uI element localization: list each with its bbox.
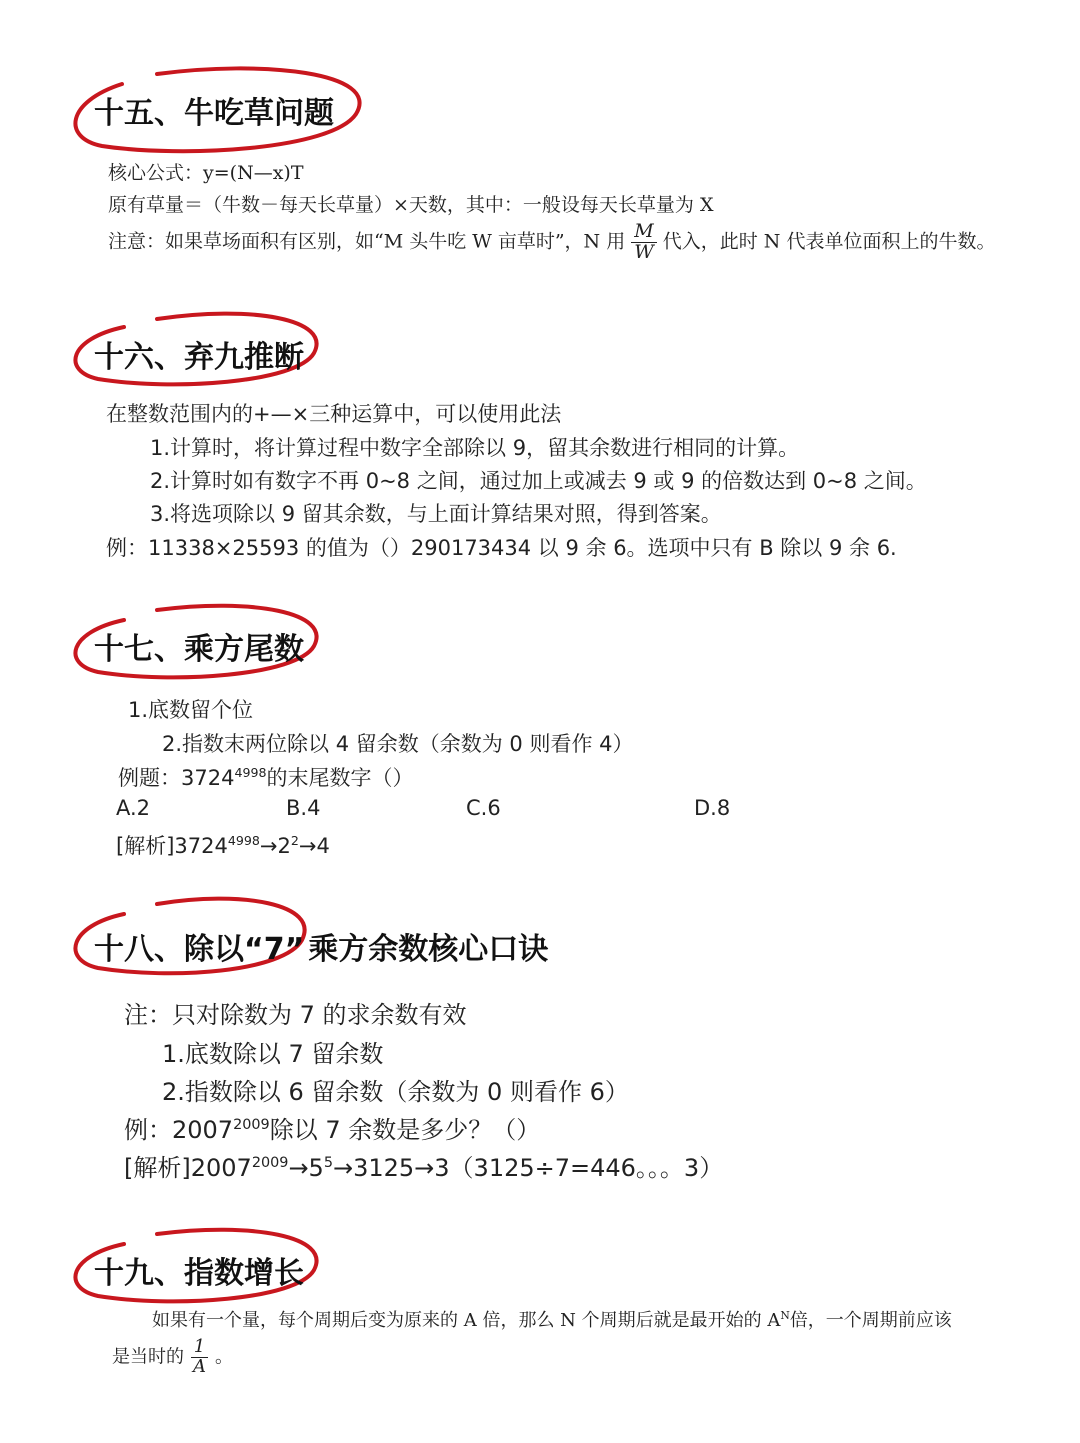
growth-line-2: 是当时的 $\frac{1}{A}$ 。 (112, 1336, 233, 1377)
section-title-18 (94, 924, 548, 968)
rule-2: 2.计算时如有数字不再 0~8 之间，通过加上或减去 9 或 9 的倍数达到 0~8 之间。 (150, 469, 927, 493)
example-16: 例：11338×25593 的值为（）290173434 以 9 余 6。选项中只有 B 除以 9 余 6. (106, 536, 897, 560)
analysis-18: [解析]$2007^{2009}\to 5^5\to 3125\to 3(3125\div 7=446$。。。3） (124, 1154, 724, 1182)
section-title-18-circled: 十八、除以“7” (94, 932, 305, 967)
one-over-a-fraction: $\frac{1}{A}$ (190, 1338, 209, 1377)
grass-line: 原有草量＝（牛数－每天长草量）×天数，其中：一般设每天长草量为 X (108, 194, 714, 216)
rule-exponent-6: 2.指数除以 6 留余数（余数为 0 则看作 6） (162, 1078, 629, 1106)
option-d: D.8 (694, 796, 731, 820)
section-title-15: 十五、牛吃草问题 (94, 96, 334, 131)
section-title-16: 十六、弃九推断 (94, 340, 304, 375)
m-over-w-fraction: $\frac{M}{W}$ (631, 222, 657, 263)
option-a: A.2 (116, 796, 151, 820)
note-after: 代入，此时 N 代表单位面积上的牛数。 (662, 230, 996, 253)
rule-1: 1.计算时，将计算过程中数字全部除以 9，留其余数进行相同的计算。 (150, 436, 800, 460)
rule-base-7: 1.底数除以 7 留余数 (162, 1040, 384, 1068)
note-18: 注：只对除数为 7 的求余数有效 (124, 1001, 467, 1029)
rule-base: 1.底数留个位 (128, 698, 254, 722)
section-title-19: 十九、指数增长 (94, 1256, 304, 1291)
note-before: 注意：如果草场面积有区别，如“M 头牛吃 W 亩草时”，N 用 (108, 230, 626, 253)
formula-line: 核心公式：y=(N—x)T (108, 162, 304, 184)
option-b: B.4 (286, 796, 321, 820)
rule-3: 3.将选项除以 9 留其余数，与上面计算结果对照，得到答案。 (150, 502, 722, 526)
example-17: 例题：$3724^{4998}$的末尾数字（） (118, 765, 414, 790)
section-title-18-rest: 乘方余数核心口诀 (308, 932, 549, 967)
rule-intro: 在整数范围内的+—×三种运算中，可以使用此法 (106, 402, 562, 426)
rule-exponent: 2.指数末两位除以 4 留余数（余数为 0 则看作 4） (162, 732, 634, 756)
example-18: 例：$2007^{2009}$除以 7 余数是多少？（） (124, 1116, 541, 1144)
note-line (108, 222, 995, 263)
option-c: C.6 (466, 796, 501, 820)
section-title-17: 十七、乘方尾数 (94, 632, 304, 667)
analysis-17: [解析]$3724^{4998}\to 2^2\to 4$ (116, 833, 330, 858)
growth-line-1: 如果有一个量，每个周期后变为原来的 A 倍，那么 N 个周期后就是最开始的 $A^N$倍，一个周期前应该 (152, 1309, 952, 1331)
